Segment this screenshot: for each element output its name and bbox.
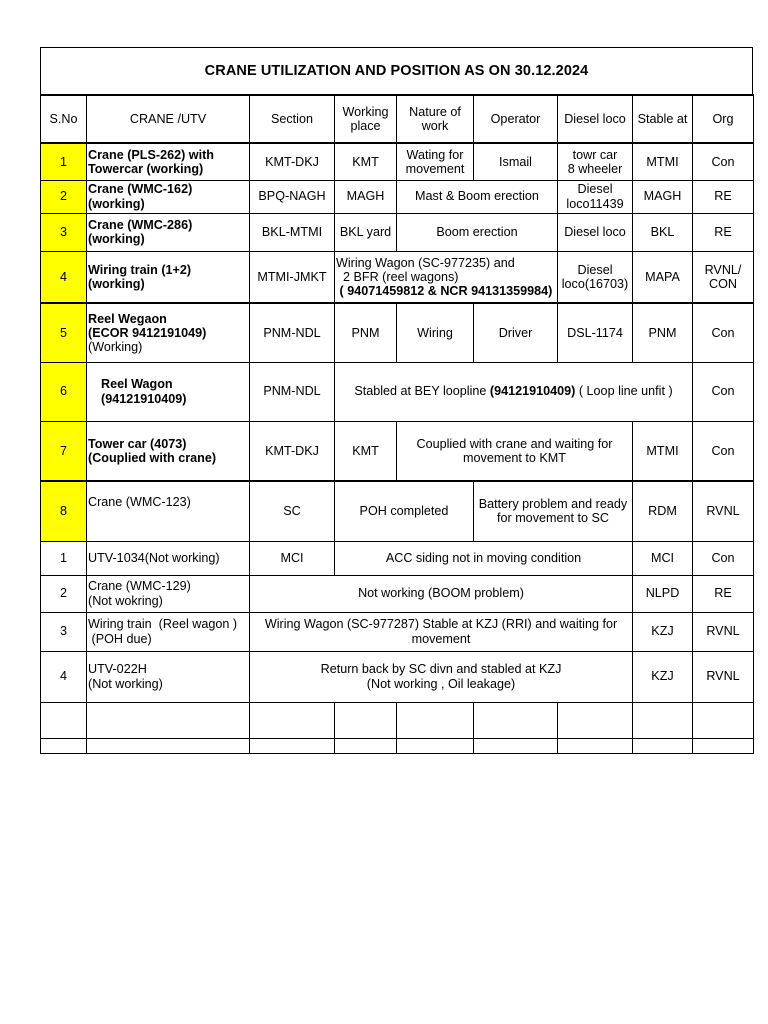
empty-cell bbox=[693, 702, 754, 738]
org-cell: RVNL/ CON bbox=[693, 251, 754, 303]
work-cell: ACC siding not in moving condition bbox=[335, 541, 633, 575]
empty-cell bbox=[250, 702, 335, 738]
sno-cell: 3 bbox=[41, 213, 87, 251]
table-row bbox=[41, 541, 754, 575]
crane-cell: UTV-022H (Not working) bbox=[87, 651, 250, 702]
loco-cell: Diesel loco bbox=[558, 213, 633, 251]
crane-cell: Wiring train (1+2) (working) bbox=[87, 251, 250, 303]
table-row bbox=[41, 213, 754, 251]
work-text-pre: Stabled at BEY loopline bbox=[354, 384, 490, 399]
stable-cell: MTMI bbox=[633, 421, 693, 481]
work-cell: Mast & Boom erection bbox=[397, 180, 558, 213]
empty-row bbox=[41, 702, 754, 738]
place-cell: MAGH bbox=[335, 180, 397, 213]
page-title: CRANE UTILIZATION AND POSITION AS ON 30.12.2024 bbox=[204, 63, 589, 79]
table-row bbox=[41, 481, 754, 541]
work-cell: Return back by SC divn and stabled at KZJ (Not working , Oil leakage) bbox=[250, 651, 633, 702]
loco-cell: Diesel loco(16703) bbox=[558, 251, 633, 303]
table-row bbox=[41, 651, 754, 702]
org-cell: RVNL bbox=[693, 651, 754, 702]
table-row bbox=[41, 421, 754, 481]
table-row bbox=[41, 612, 754, 651]
sno-cell: 7 bbox=[41, 421, 87, 481]
crane-cell: Crane (WMC-286) (working) bbox=[87, 213, 250, 251]
empty-row bbox=[41, 738, 754, 753]
work-cell bbox=[335, 362, 693, 421]
operator-loco-cell: Battery problem and ready for movement to SC bbox=[474, 481, 633, 541]
nature-cell: Wating for movement bbox=[397, 143, 474, 180]
section-cell: KMT-DKJ bbox=[250, 421, 335, 481]
stable-cell: MAGH bbox=[633, 180, 693, 213]
header-stable: Stable at bbox=[633, 95, 693, 143]
title-box bbox=[40, 47, 753, 94]
sno-cell: 2 bbox=[41, 575, 87, 612]
nature-cell: Wiring bbox=[397, 303, 474, 362]
sno-cell: 3 bbox=[41, 612, 87, 651]
operator-cell: Ismail bbox=[474, 143, 558, 180]
work-line-3: ( 94071459812 & NCR 94131359984) bbox=[336, 283, 553, 298]
crane-cell: Reel Wagon (94121910409) bbox=[87, 362, 250, 421]
section-cell: PNM-NDL bbox=[250, 303, 335, 362]
stable-cell: MTMI bbox=[633, 143, 693, 180]
sno-cell: 2 bbox=[41, 180, 87, 213]
sno-cell: 1 bbox=[41, 541, 87, 575]
org-cell: RE bbox=[693, 213, 754, 251]
stable-cell: RDM bbox=[633, 481, 693, 541]
org-cell: Con bbox=[693, 541, 754, 575]
section-cell: BKL-MTMI bbox=[250, 213, 335, 251]
sno-cell: 4 bbox=[41, 251, 87, 303]
crane-cell: Crane (PLS-262) with Towercar (working) bbox=[87, 143, 250, 180]
header-crane: CRANE /UTV bbox=[87, 95, 250, 143]
org-cell: Con bbox=[693, 421, 754, 481]
header-org: Org bbox=[693, 95, 754, 143]
empty-cell bbox=[41, 738, 87, 753]
crane-table bbox=[40, 94, 754, 754]
empty-cell bbox=[250, 738, 335, 753]
stable-cell: BKL bbox=[633, 213, 693, 251]
header-loco: Diesel loco bbox=[558, 95, 633, 143]
place-cell: BKL yard bbox=[335, 213, 397, 251]
stable-cell: MAPA bbox=[633, 251, 693, 303]
work-text-post: ( Loop line unfit ) bbox=[575, 384, 673, 399]
header-nature: Nature of work bbox=[397, 95, 474, 143]
crane-cell: Crane (WMC-129) (Not wokring) bbox=[87, 575, 250, 612]
crane-cell: UTV-1034(Not working) bbox=[87, 541, 250, 575]
empty-cell bbox=[633, 738, 693, 753]
table-row bbox=[41, 180, 754, 213]
stable-cell: KZJ bbox=[633, 612, 693, 651]
empty-cell bbox=[474, 738, 558, 753]
crane-cell: Crane (WMC-123) bbox=[87, 481, 250, 541]
section-cell: KMT-DKJ bbox=[250, 143, 335, 180]
table-row bbox=[41, 251, 754, 303]
work-cell: Couplied with crane and waiting for movement to KMT bbox=[397, 421, 633, 481]
loco-cell: DSL-1174 bbox=[558, 303, 633, 362]
loco-cell: Diesel loco11439 bbox=[558, 180, 633, 213]
place-cell: PNM bbox=[335, 303, 397, 362]
section-cell: MCI bbox=[250, 541, 335, 575]
stable-cell: NLPD bbox=[633, 575, 693, 612]
empty-cell bbox=[474, 702, 558, 738]
loco-cell: towr car 8 wheeler bbox=[558, 143, 633, 180]
crane-name: Reel Wegaon (ECOR 9412191049) bbox=[88, 311, 207, 340]
org-cell: RVNL bbox=[693, 612, 754, 651]
org-cell: RE bbox=[693, 180, 754, 213]
table-row bbox=[41, 303, 754, 362]
work-cell bbox=[335, 251, 558, 303]
work-text-bold: (94121910409) bbox=[489, 384, 576, 399]
work-cell: Not working (BOOM problem) bbox=[250, 575, 633, 612]
empty-cell bbox=[335, 702, 397, 738]
header-place: Working place bbox=[335, 95, 397, 143]
sno-cell: 5 bbox=[41, 303, 87, 362]
stable-cell: KZJ bbox=[633, 651, 693, 702]
empty-cell bbox=[633, 702, 693, 738]
org-cell: Con bbox=[693, 143, 754, 180]
section-cell: SC bbox=[250, 481, 335, 541]
header-sno: S.No bbox=[41, 95, 87, 143]
section-cell: MTMI-JMKT bbox=[250, 251, 335, 303]
empty-cell bbox=[558, 702, 633, 738]
empty-cell bbox=[87, 702, 250, 738]
org-cell: Con bbox=[693, 303, 754, 362]
section-cell: BPQ-NAGH bbox=[250, 180, 335, 213]
place-cell: KMT bbox=[335, 143, 397, 180]
work-line-1: Wiring Wagon (SC-977235) and bbox=[336, 255, 515, 270]
empty-cell bbox=[693, 738, 754, 753]
header-section: Section bbox=[250, 95, 335, 143]
table-row bbox=[41, 143, 754, 180]
place-cell: KMT bbox=[335, 421, 397, 481]
place-work-cell: POH completed bbox=[335, 481, 474, 541]
work-cell: Boom erection bbox=[397, 213, 558, 251]
section-cell: PNM-NDL bbox=[250, 362, 335, 421]
empty-cell bbox=[397, 738, 474, 753]
sno-cell: 8 bbox=[41, 481, 87, 541]
org-cell: RVNL bbox=[693, 481, 754, 541]
work-cell: Wiring Wagon (SC-977287) Stable at KZJ (RRI) and waiting for movement bbox=[250, 612, 633, 651]
sno-cell: 6 bbox=[41, 362, 87, 421]
header-row bbox=[41, 95, 754, 143]
sno-cell: 4 bbox=[41, 651, 87, 702]
stable-cell: MCI bbox=[633, 541, 693, 575]
stable-cell: PNM bbox=[633, 303, 693, 362]
crane-cell bbox=[87, 303, 250, 362]
crane-cell: Tower car (4073) (Couplied with crane) bbox=[87, 421, 250, 481]
empty-cell bbox=[41, 702, 87, 738]
work-line-2: 2 BFR (reel wagons) bbox=[336, 269, 459, 284]
crane-cell: Wiring train (Reel wagon ) (POH due) bbox=[87, 612, 250, 651]
org-cell: Con bbox=[693, 362, 754, 421]
empty-cell bbox=[558, 738, 633, 753]
empty-cell bbox=[87, 738, 250, 753]
operator-cell: Driver bbox=[474, 303, 558, 362]
empty-cell bbox=[335, 738, 397, 753]
sno-cell: 1 bbox=[41, 143, 87, 180]
table-row bbox=[41, 575, 754, 612]
crane-cell: Crane (WMC-162) (working) bbox=[87, 180, 250, 213]
org-cell: RE bbox=[693, 575, 754, 612]
crane-status: (Working) bbox=[88, 339, 143, 354]
empty-cell bbox=[397, 702, 474, 738]
table-row bbox=[41, 362, 754, 421]
sheet bbox=[40, 47, 753, 754]
header-operator: Operator bbox=[474, 95, 558, 143]
